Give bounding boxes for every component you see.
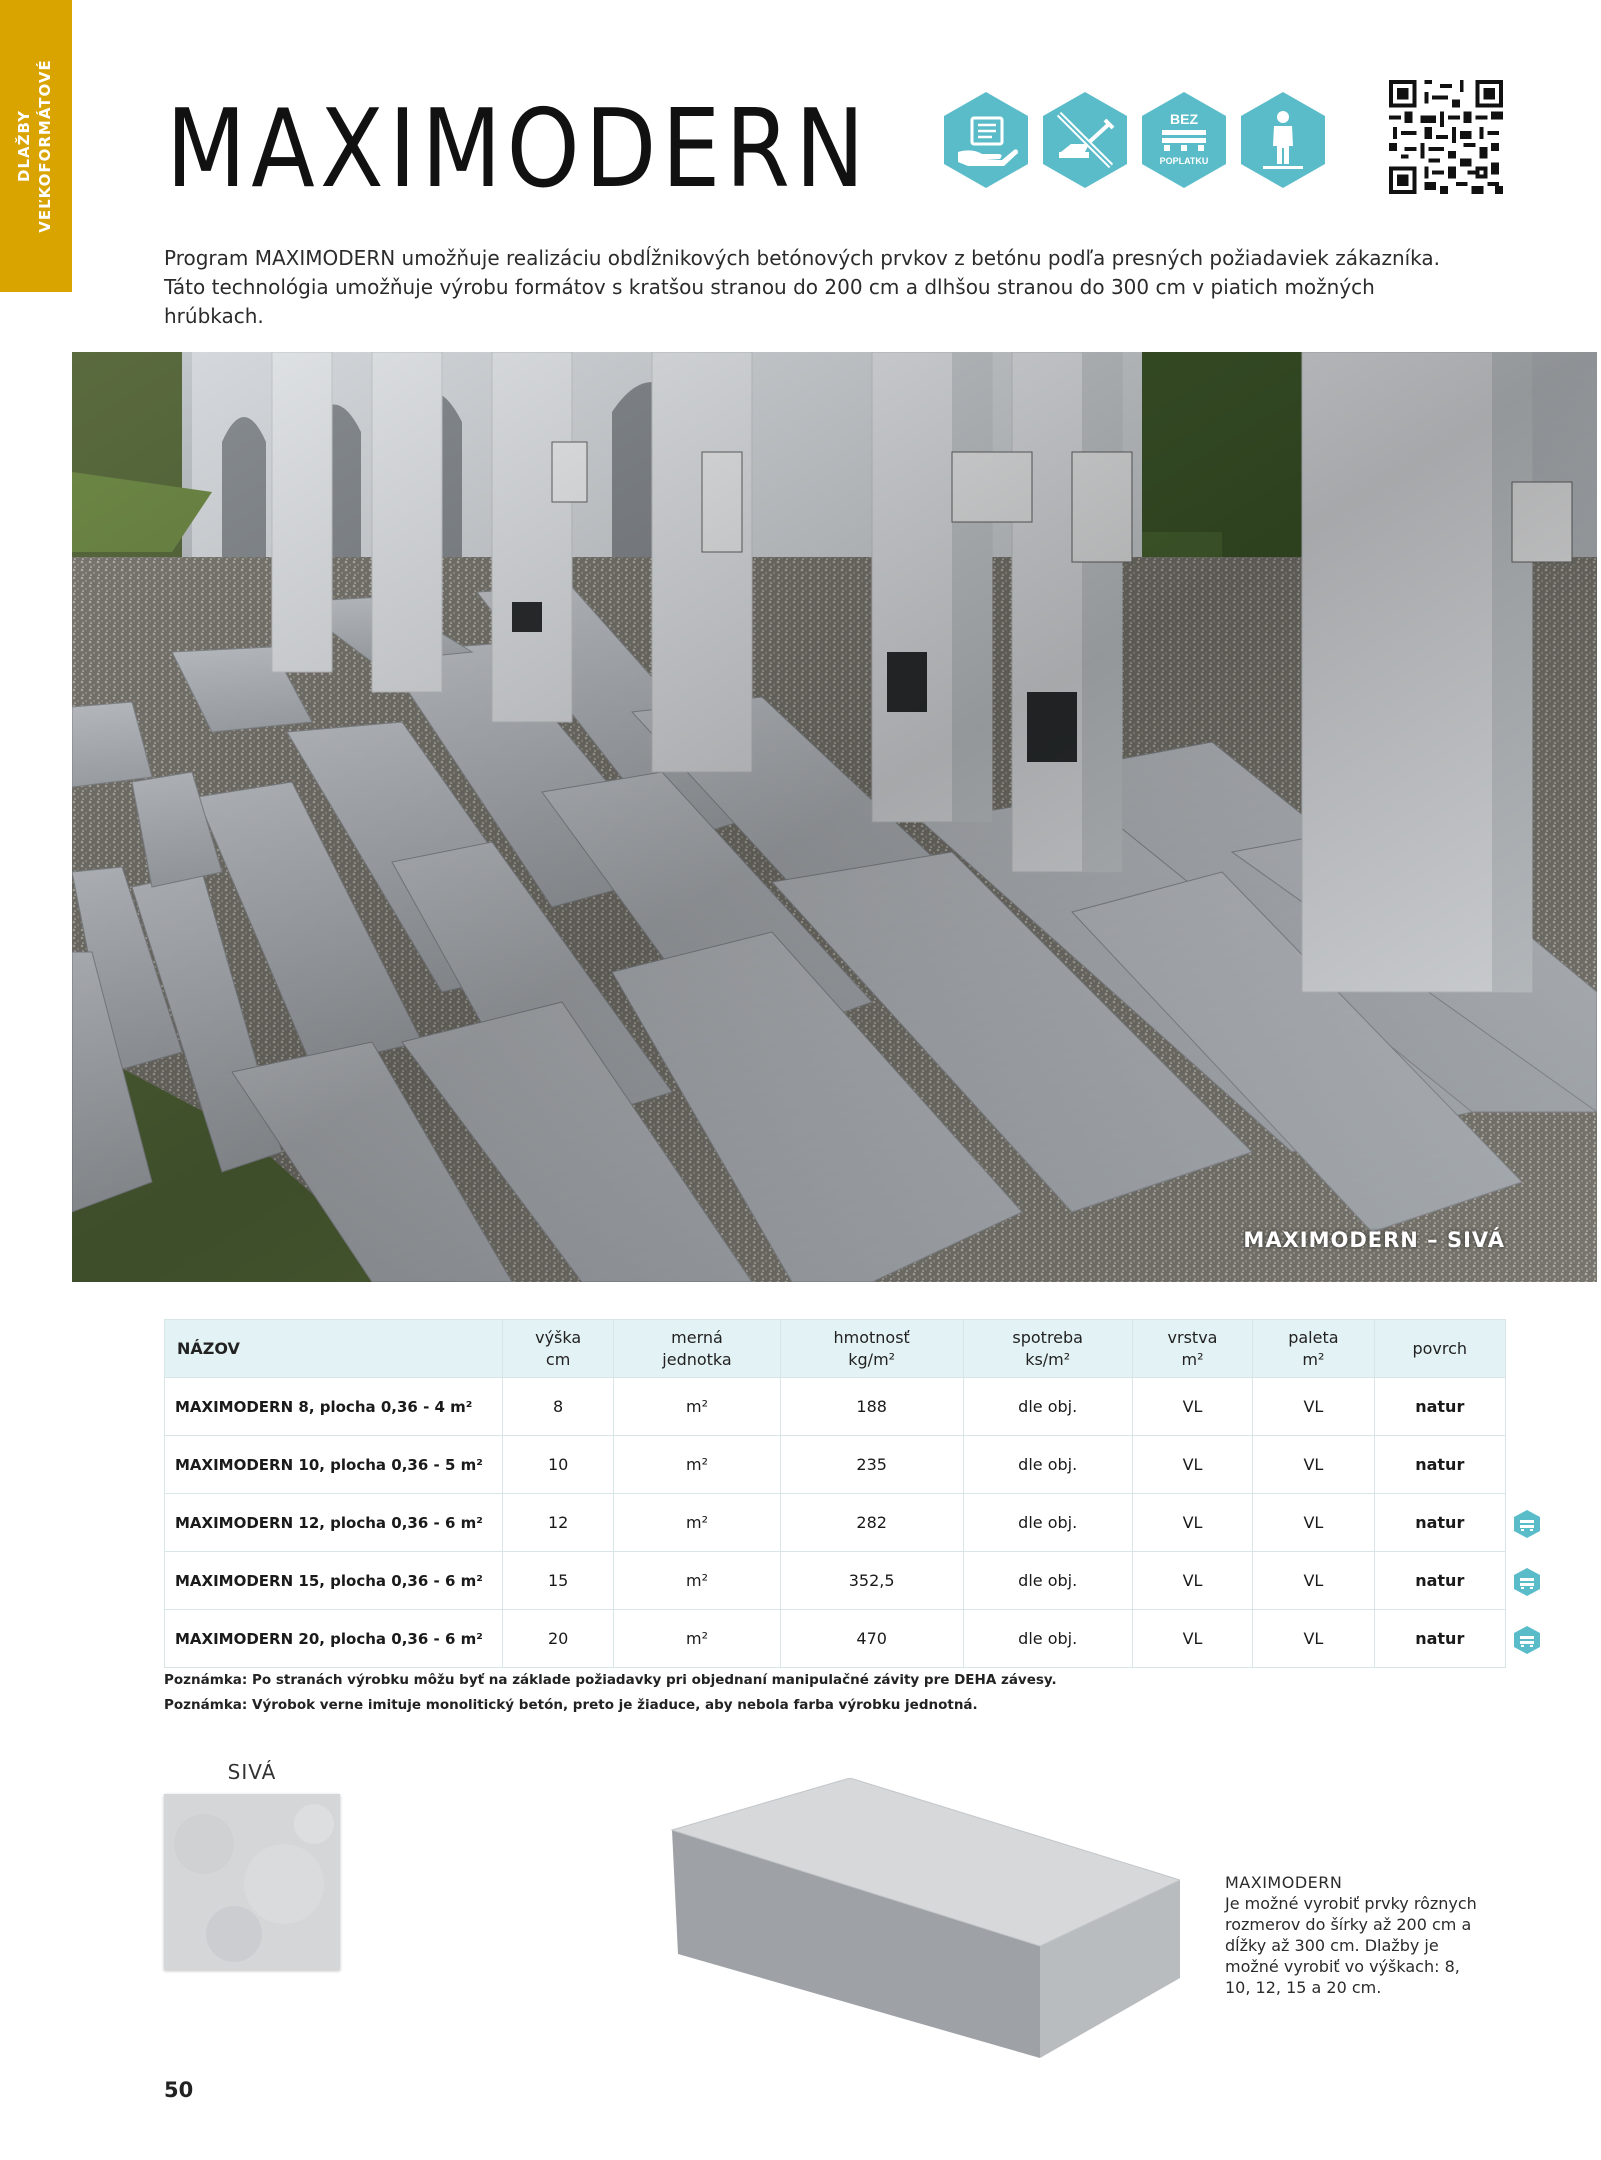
cell-consumption: dle obj. xyxy=(963,1610,1132,1668)
pallet-handling-icon xyxy=(1512,1567,1542,1597)
cell-weight: 282 xyxy=(780,1494,963,1552)
section-tab-label xyxy=(14,16,56,276)
page-number: 50 xyxy=(164,2078,194,2102)
header-unit: jednotka xyxy=(662,1349,732,1369)
product-table xyxy=(164,1319,1506,1668)
badge-top-text: BEZ xyxy=(1170,111,1198,127)
cell-layer: VL xyxy=(1132,1436,1252,1494)
product-block-illustration xyxy=(660,1778,1180,2058)
badge-bottom-text: POPLATKU xyxy=(1159,156,1209,166)
hand-with-document-icon xyxy=(942,90,1030,190)
pallet-handling-icon xyxy=(1512,1509,1542,1539)
cell-consumption: dle obj. xyxy=(963,1436,1132,1494)
header-weight xyxy=(780,1320,963,1378)
product-description xyxy=(1225,1872,1485,1998)
cell-height: 10 xyxy=(503,1436,614,1494)
cell-weight: 352,5 xyxy=(780,1552,963,1610)
cell-consumption: dle obj. xyxy=(963,1378,1132,1436)
header-pallet xyxy=(1253,1320,1374,1378)
pallet-icon xyxy=(1140,90,1228,190)
feature-badges xyxy=(942,90,1332,190)
cell-height: 15 xyxy=(503,1552,614,1610)
header-surface xyxy=(1374,1320,1505,1378)
cell-surface: natur xyxy=(1374,1494,1505,1552)
cell-unit: m² xyxy=(614,1610,781,1668)
cell-pallet: VL xyxy=(1253,1436,1374,1494)
note-color: Poznámka: Výrobok verne imituje monolitický betón, preto je žiaduce, aby nebola farba výrobku jednotná. xyxy=(164,1697,978,1713)
cell-height: 12 xyxy=(503,1494,614,1552)
page-title: MAXIMODERN xyxy=(166,87,870,212)
swatch-label: SIVÁ xyxy=(227,1760,277,1784)
header-unit: m² xyxy=(1302,1349,1325,1369)
description-text: Je možné vyrobiť prvky rôznych rozmerov do šírky až 200 cm a dĺžky až 300 cm. Dlažby je možné vyrobiť vo výškach: 8, 10, 12, 15 a 20 cm. xyxy=(1225,1894,1477,1997)
cell-name: MAXIMODERN 8, plocha 0,36 - 4 m² xyxy=(165,1378,503,1436)
cell-name: MAXIMODERN 12, plocha 0,36 - 6 m² xyxy=(165,1494,503,1552)
cell-pallet: VL xyxy=(1253,1552,1374,1610)
section-tab-line2: VEĽKOFORMÁTOVÉ xyxy=(36,59,54,233)
header-layer xyxy=(1132,1320,1252,1378)
cell-layer: VL xyxy=(1132,1494,1252,1552)
cell-unit: m² xyxy=(614,1552,781,1610)
cell-unit: m² xyxy=(614,1378,781,1436)
header-name xyxy=(165,1320,503,1378)
header-unit: m² xyxy=(1181,1349,1204,1369)
header-height xyxy=(503,1320,614,1378)
cell-name: MAXIMODERN 10, plocha 0,36 - 5 m² xyxy=(165,1436,503,1494)
cell-name: MAXIMODERN 20, plocha 0,36 - 6 m² xyxy=(165,1610,503,1668)
pallet-handling-icon xyxy=(1512,1625,1542,1655)
no-plate-compactor-icon xyxy=(1041,90,1129,190)
header-consumption xyxy=(963,1320,1132,1378)
cell-layer: VL xyxy=(1132,1552,1252,1610)
cell-pallet: VL xyxy=(1253,1494,1374,1552)
header-label: hmotnosť xyxy=(833,1327,910,1347)
color-swatch-grey xyxy=(164,1794,340,1970)
cell-consumption: dle obj. xyxy=(963,1552,1132,1610)
cell-surface: natur xyxy=(1374,1378,1505,1436)
header-label: merná xyxy=(671,1327,723,1347)
table-row xyxy=(165,1494,1506,1552)
cell-surface: natur xyxy=(1374,1552,1505,1610)
header-label: vrstva xyxy=(1167,1327,1218,1347)
photo-caption: MAXIMODERN – SIVÁ xyxy=(1243,1228,1505,1252)
table-row xyxy=(165,1552,1506,1610)
table-row xyxy=(165,1378,1506,1436)
cell-unit: m² xyxy=(614,1436,781,1494)
cell-surface: natur xyxy=(1374,1436,1505,1494)
header-label: spotreba xyxy=(1012,1327,1083,1347)
cell-weight: 188 xyxy=(780,1378,963,1436)
cell-pallet: VL xyxy=(1253,1378,1374,1436)
table-row xyxy=(165,1610,1506,1668)
table-row xyxy=(165,1436,1506,1494)
cell-name: MAXIMODERN 15, plocha 0,36 - 6 m² xyxy=(165,1552,503,1610)
header-label: výška xyxy=(535,1327,582,1347)
person-standing-icon xyxy=(1239,90,1327,190)
cell-weight: 470 xyxy=(780,1610,963,1668)
header-unit-measure xyxy=(614,1320,781,1378)
header-label: paleta xyxy=(1288,1327,1339,1347)
cell-consumption: dle obj. xyxy=(963,1494,1132,1552)
cell-layer: VL xyxy=(1132,1610,1252,1668)
table-header-row xyxy=(165,1320,1506,1378)
header-unit: ks/m² xyxy=(1025,1349,1071,1369)
cell-surface: natur xyxy=(1374,1610,1505,1668)
description-title: MAXIMODERN xyxy=(1225,1873,1343,1892)
cell-weight: 235 xyxy=(780,1436,963,1494)
cell-height: 20 xyxy=(503,1610,614,1668)
intro-paragraph: Program MAXIMODERN umožňuje realizáciu obdĺžnikových betónových prvkov z betónu podľa presných požiadaviek zákazníka. Táto technológia umožňuje výrobu formátov s kratšou stranou do 200 cm a dlhšou stranou do 300 cm v piatich možných hrúbkach. xyxy=(164,246,1441,328)
section-tab-line1: DLAŽBY xyxy=(15,110,33,182)
header-label: povrch xyxy=(1412,1338,1468,1358)
product-photo xyxy=(72,352,1597,1282)
header-unit: kg/m² xyxy=(848,1349,896,1369)
cell-unit: m² xyxy=(614,1494,781,1552)
note-threads: Poznámka: Po stranách výrobku môžu byť na základe požiadavky pri objednaní manipulačné závity pre DEHA závesy. xyxy=(164,1672,1057,1688)
qr-code[interactable] xyxy=(1389,80,1503,194)
header-unit: cm xyxy=(545,1349,571,1369)
cell-pallet: VL xyxy=(1253,1610,1374,1668)
cell-height: 8 xyxy=(503,1378,614,1436)
cell-layer: VL xyxy=(1132,1378,1252,1436)
header-name-label: NÁZOV xyxy=(177,1338,240,1358)
section-tab xyxy=(0,0,72,292)
